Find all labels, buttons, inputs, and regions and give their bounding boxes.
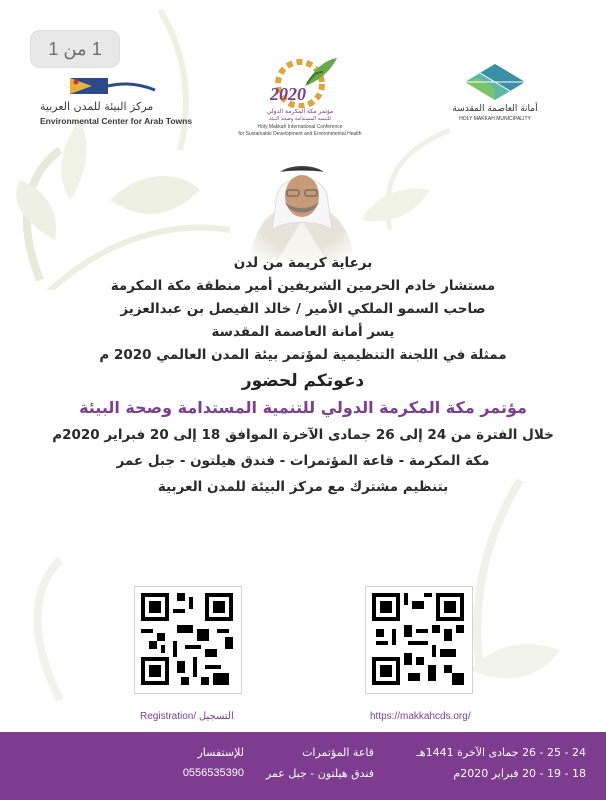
website-qr-code[interactable] (368, 589, 468, 689)
invitation-line-dates: خلال الفترة من 24 إلى 26 جمادى الآخرة الموافق 18 إلى 20 فبراير 2020م (52, 427, 554, 443)
invitation-line-municipality: يسر أمانة العاصمة المقدسة (211, 324, 395, 340)
environmental-center-logo (30, 72, 193, 132)
invitation-line-committee: ممثلة في اللجنة التنظيمية لمؤتمر بيئة المدن العالمي 2020 م (99, 347, 507, 363)
invitation-text (40, 255, 566, 535)
conference-en-subtitle: for Sustainable Development and Environmental Health (238, 131, 362, 137)
municipality-en: HOLY MAKKAH MUNICIPALITY (459, 116, 531, 122)
invitation-line-prince: صاحب السمو الملكي الأمير / خالد الفيصل بن عبدالعزيز (120, 301, 486, 317)
environmental-center-emblem (30, 72, 180, 102)
inquiry-phone[interactable]: 0556535390 (182, 767, 244, 779)
environmental-center-en: Environmental Center for Arab Towns (40, 116, 193, 126)
inquiry-title: للإستفسار (197, 746, 244, 759)
website-link[interactable]: https://makkahcds.org/ (370, 711, 471, 722)
registration-qr-code[interactable] (137, 589, 237, 689)
conference-title: مؤتمر مكة المكرمة الدولي للتنمية المستدامة وصحة البيئة (79, 398, 527, 417)
invitation-line-advisor: مستشار خادم الحرمين الشريفين أمير منطقة مكة المكرمة (110, 278, 496, 294)
municipality-logo (440, 60, 550, 130)
conference-year: 2020 (270, 84, 306, 104)
footer-inquiry (150, 746, 244, 779)
venue-detail: فندق هيلتون - جبل عمر (265, 767, 374, 780)
dates-hijri: 24 - 25 - 26 جمادى الآخرة 1441هـ (416, 746, 586, 759)
conference-en-title: Holy Makkah International Conference (257, 124, 343, 130)
footer-dates (386, 746, 586, 780)
invitation-line-venue: مكة المكرمة - قاعة المؤتمرات - فندق هيلتون - جبل عمر (116, 453, 490, 469)
invitation-line-invite: دعوتكم لحضور (241, 371, 365, 391)
invitation-line-organizer: بتنظيم مشترك مع مركز البيئة للمدن العربية (157, 479, 449, 495)
conference-ar-title: مؤتمر مكة المكرمة الدولي (266, 108, 334, 115)
conference-logo (225, 48, 375, 143)
page-counter-badge: 1 من 1 (30, 30, 120, 68)
prince-portrait-image (240, 150, 364, 260)
environmental-center-ar: مركز البيئة للمدن العربية (40, 100, 154, 113)
registration-caption[interactable]: Registration/ التسجيل (140, 711, 234, 722)
venue-title: قاعة المؤتمرات (302, 746, 374, 759)
dates-gregorian: 18 - 19 - 20 فبراير 2020م (453, 767, 586, 780)
invitation-line-patronage: برعاية كريمة من لدن (233, 255, 373, 271)
footer-bar (0, 732, 606, 800)
footer-venue (254, 746, 374, 780)
conference-ar-subtitle: للتنمية المستدامة وصحة البيئة (269, 116, 331, 122)
municipality-ar: أمانة العاصمة المقدسة (452, 104, 538, 114)
municipality-emblem (440, 60, 550, 104)
